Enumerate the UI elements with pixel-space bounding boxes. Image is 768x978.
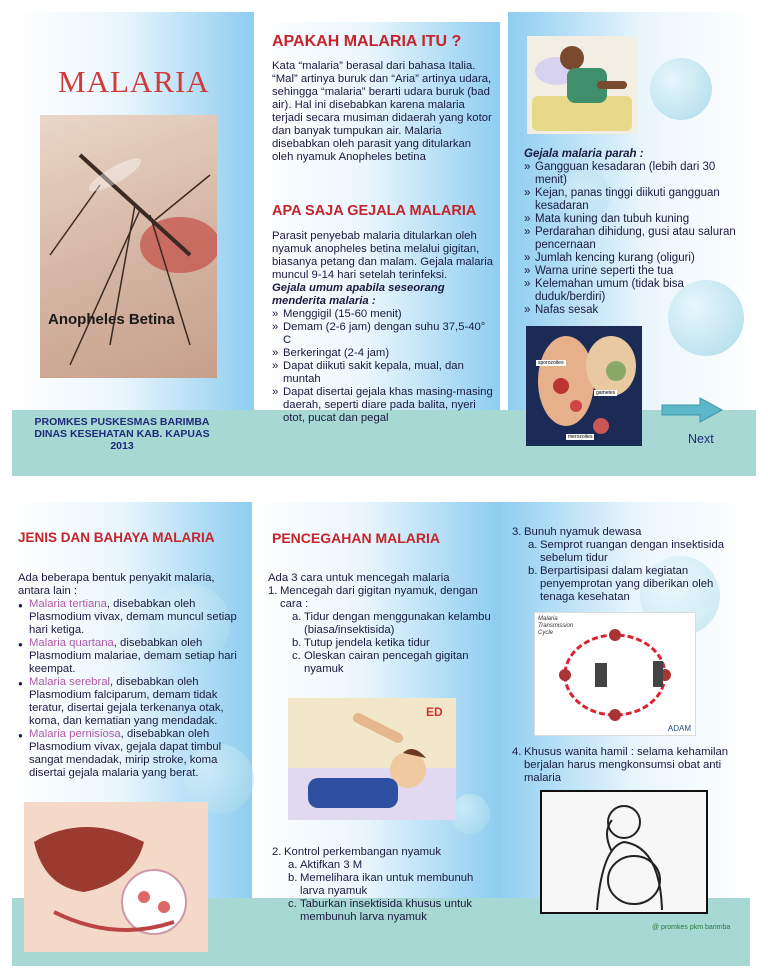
page-2 bbox=[0, 494, 768, 978]
prevention-block-2 bbox=[272, 846, 498, 924]
cycle-title: Malaria Transmission Cycle bbox=[538, 616, 574, 636]
prevention-block-3 bbox=[512, 526, 740, 604]
sick-child-image bbox=[527, 36, 637, 134]
list-item: » Jumlah kencing kurang (oliguri) bbox=[524, 252, 748, 265]
body-organs-illustration bbox=[526, 326, 642, 446]
next-label: Next bbox=[688, 432, 714, 446]
list-item: » Dapat diikuti sakit kepala, mual, dan muntah bbox=[272, 360, 496, 386]
cycle-brand: ADAM bbox=[667, 724, 691, 733]
list-item: » Warna urine seperti the tua bbox=[524, 265, 748, 278]
list-item: » Perdarahan dihidung, gusi atau saluran pencernaan bbox=[524, 226, 748, 252]
step-3-text: Bunuh nyamuk dewasa bbox=[524, 526, 642, 538]
step-2-text: Kontrol perkembangan nyamuk bbox=[284, 846, 441, 858]
symptoms-intro: Parasit penyebab malaria ditularkan oleh nyamuk anopheles betina melalui gigitan, biasanya petang dan malam. Gejala malaria muncul 9-14 hari setelah terinfeksi. bbox=[272, 230, 494, 281]
step-1-list bbox=[268, 611, 494, 676]
what-text: Kata “malaria” berasal dari bahasa Italia. “Mal” artinya buruk dan “Aria” artinya udara, sehingga “malaria” berarti udara buruk (bad air). Hal ini disebabkan karena malaria terjadi secara musiman didaerah yang kotor dan banyak tumpukan air. Malaria disebabkan oleh parasit yang ditularkan oleh nyamuk Anopheles betina bbox=[272, 60, 492, 163]
publisher-footer bbox=[22, 416, 222, 452]
list-item: b. Memelihara ikan untuk membunuh larva nyamuk bbox=[288, 872, 474, 897]
arrow-right-icon bbox=[660, 396, 724, 424]
symptoms-block bbox=[272, 230, 496, 425]
type-desc: , disebabkan oleh Plasmodium vivax, demam muncul setiap hari ketiga. bbox=[29, 598, 237, 636]
mosquito-illustration bbox=[40, 115, 217, 378]
list-item: b. Tutup jendela ketika tidur bbox=[292, 637, 430, 649]
list-item: » Menggigil (15-60 menit) bbox=[272, 308, 496, 321]
step-2: 2. Kontrol perkembangan nyamuk bbox=[272, 846, 441, 858]
step-2-list bbox=[272, 859, 498, 924]
prevention-block-1 bbox=[268, 572, 494, 676]
type-desc: , disebabkan oleh Plasmodium malariae, demam setiap hari keempat. bbox=[29, 637, 237, 675]
publisher-line: PROMKES PUSKESMAS BARIMBA bbox=[34, 416, 210, 428]
prevention-intro: Ada 3 cara untuk mencegah malaria bbox=[268, 572, 450, 584]
list-item: » Gangguan kesadaran (lebih dari 30 menit) bbox=[524, 161, 748, 187]
sleeping-child-illustration bbox=[288, 698, 456, 820]
publisher-line: DINAS KESEHATAN KAB. KAPUAS bbox=[34, 428, 210, 440]
list-item: » Dapat disertai gejala khas masing-masing daerah, seperti diare pada balita, nyeri otot, pucat dan pegal bbox=[272, 386, 496, 425]
list-item-text: Memelihara ikan untuk membunuh larva nyamuk bbox=[300, 872, 474, 897]
list-item-text: Taburkan insektisida khusus untuk membunuh larva nyamuk bbox=[300, 898, 473, 923]
step-1: 1. Mencegah dari gigitan nyamuk, dengan cara : bbox=[268, 585, 478, 610]
list-item: a. Tidur dengan menggunakan kelambu (biasa/insektisida) bbox=[292, 611, 491, 636]
decor-circle bbox=[650, 58, 712, 120]
list-item-text: Semprot ruangan dengan insektisida sebelum tidur bbox=[540, 539, 725, 564]
next-button[interactable] bbox=[660, 396, 724, 446]
type-desc: , disebabkan oleh Plasmodium vivax, gejala dapat timbul sangat mendadak, mirip stroke, koma disertai gejala malaria yang berat. bbox=[29, 728, 222, 779]
list-item: b. Berpartisipasi dalam kegiatan penyemprotan yang diberikan oleh tenaga kesehatan bbox=[528, 565, 714, 603]
footer-credit: @ promkes pkm barimba bbox=[652, 924, 731, 931]
types-list bbox=[18, 598, 240, 780]
cover-title: MALARIA bbox=[58, 64, 210, 99]
severe-heading: Gejala malaria parah : bbox=[524, 148, 644, 160]
type-name: Malaria quartana bbox=[29, 637, 114, 649]
list-item: » Kejan, panas tinggi diikuti gangguan kesadaran bbox=[524, 187, 748, 213]
infection-diagram bbox=[526, 326, 642, 446]
list-item: » Kelemahan umum (tidak bisa duduk/berdiri) bbox=[524, 278, 748, 304]
list-item bbox=[18, 637, 240, 676]
types-block bbox=[18, 572, 240, 780]
list-item-text: Berpartisipasi dalam kegiatan penyemprotan yang diberikan oleh tenaga kesehatan bbox=[540, 565, 714, 603]
list-item: » Demam (2-6 jam) dengan suhu 37,5-40° C bbox=[272, 321, 496, 347]
pregnant-woman-illustration bbox=[542, 792, 706, 912]
types-intro: Ada beberapa bentuk penyakit malaria, antara lain : bbox=[18, 572, 215, 597]
step-1-text: Mencegah dari gigitan nyamuk, dengan cara : bbox=[280, 585, 478, 610]
list-item: » Berkeringat (2-4 jam) bbox=[272, 347, 496, 360]
step-3: 3. Bunuh nyamuk dewasa bbox=[512, 526, 642, 538]
list-item-text: Aktifkan 3 M bbox=[300, 859, 363, 871]
general-symptoms-heading: Gejala umum apabila seseorang menderita malaria : bbox=[272, 282, 445, 307]
what-heading: APAKAH MALARIA ITU ? bbox=[272, 33, 462, 50]
list-item: » Nafas sesak bbox=[524, 304, 748, 317]
type-name: Malaria serebral bbox=[29, 676, 110, 688]
mosquito-caption: Anopheles Betina bbox=[48, 311, 175, 328]
page-1 bbox=[0, 0, 768, 480]
severe-symptoms-list bbox=[524, 161, 748, 317]
list-item: a. Semprot ruangan dengan insektisida sebelum tidur bbox=[528, 539, 725, 564]
prevention-heading: PENCEGAHAN MALARIA bbox=[272, 530, 440, 546]
list-item: a. Aktifkan 3 M bbox=[288, 859, 363, 871]
decor-circle bbox=[450, 794, 490, 834]
diagram-label: sporozoites bbox=[538, 360, 564, 366]
step-4: 4. Khusus wanita hamil : selama kehamilan berjalan harus mengkonsumsi obat anti malaria bbox=[512, 746, 729, 784]
diagram-label: gametes bbox=[596, 390, 616, 396]
type-name: Malaria pernisiosa bbox=[29, 728, 121, 740]
type-name: Malaria tertiana bbox=[29, 598, 107, 610]
transmission-cycle-image bbox=[534, 612, 696, 736]
severe-block bbox=[524, 148, 748, 317]
list-item-text: Oleskan cairan pencegah gigitan nyamuk bbox=[304, 650, 469, 675]
svg-text:ED: ED bbox=[426, 705, 443, 719]
liver-illustration bbox=[24, 802, 208, 952]
list-item bbox=[18, 676, 240, 728]
mosquito-image bbox=[40, 115, 217, 378]
publisher-line: 2013 bbox=[110, 440, 134, 452]
type-desc: , disebabkan oleh Plasmodium falciparum, demam tidak teratur, disertai gejala terkenanya otak, koma, dan kematian yang mendadak. bbox=[29, 676, 224, 727]
liver-cycle-image bbox=[24, 802, 208, 952]
step-3-list bbox=[512, 539, 740, 604]
step-4-text: Khusus wanita hamil : selama kehamilan berjalan harus mengkonsumsi obat anti malaria bbox=[524, 746, 729, 784]
types-heading: JENIS DAN BAHAYA MALARIA bbox=[18, 530, 215, 545]
list-item: c. Taburkan insektisida khusus untuk membunuh larva nyamuk bbox=[288, 898, 473, 923]
symptoms-heading: APA SAJA GEJALA MALARIA bbox=[272, 203, 477, 219]
list-item bbox=[18, 598, 240, 637]
sleeping-child-image bbox=[288, 698, 456, 820]
sick-child-illustration bbox=[527, 36, 637, 134]
diagram-label: merozoites bbox=[568, 434, 593, 440]
list-item-text: Tutup jendela ketika tidur bbox=[304, 637, 430, 649]
list-item-text: Tidur dengan menggunakan kelambu (biasa/insektisida) bbox=[304, 611, 491, 636]
list-item: c. Oleskan cairan pencegah gigitan nyamuk bbox=[292, 650, 469, 675]
list-item: » Mata kuning dan tubuh kuning bbox=[524, 213, 748, 226]
list-item bbox=[18, 728, 240, 780]
pregnant-woman-image bbox=[540, 790, 708, 914]
general-symptoms-list bbox=[272, 308, 496, 425]
